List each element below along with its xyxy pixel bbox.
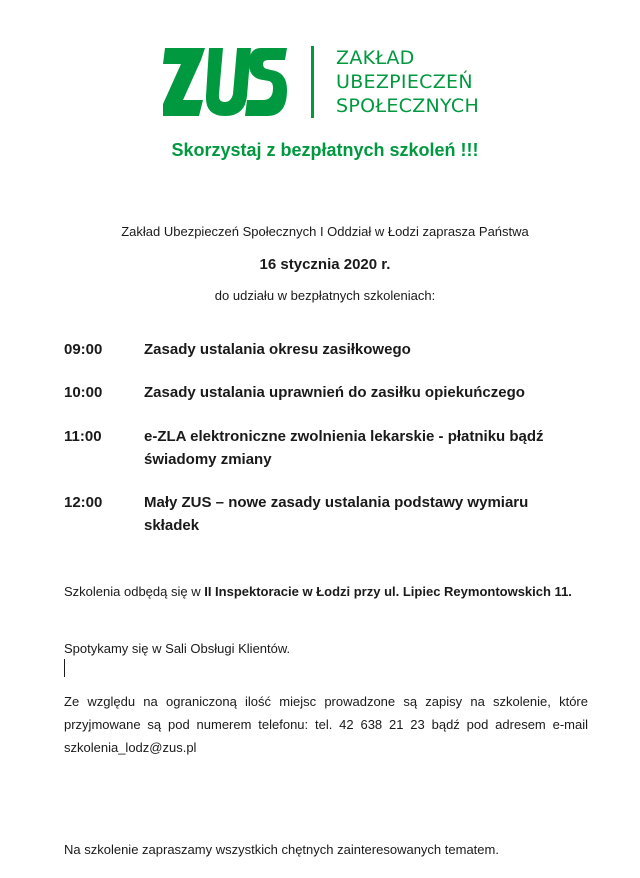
- schedule-time: 11:00: [64, 428, 102, 445]
- schedule-title: e-ZLA elektroniczne zwolnienia lekarskie - płatniku bądź świadomy zmiany: [144, 428, 544, 468]
- zus-logo-mark: [163, 42, 287, 122]
- schedule-time: 09:00: [64, 341, 103, 358]
- logo-name-line: UBEZPIECZEŃ: [336, 71, 473, 93]
- intro-text-continued: do udziału w bezpłatnych szkoleniach:: [214, 288, 436, 303]
- logo-institution-name: [336, 46, 479, 118]
- logo-divider: [311, 46, 314, 118]
- schedule-title: Mały ZUS – nowe zasady ustalania podstawy wymiaru składek: [144, 494, 529, 534]
- event-date: 16 stycznia 2020 r.: [259, 256, 391, 273]
- schedule-title: Zasady ustalania okresu zasiłkowego: [144, 341, 411, 358]
- registration-paragraph: Ze względu na ograniczoną ilość miejsc prowadzone są zapisy na szkolenie, które przyjmowane są pod numerem telefonu: tel. 42 638 21 23 bądź pod adresem e-mail szkolenia_lodz@zus.pl: [64, 694, 588, 755]
- logo-name-line: ZAKŁAD: [336, 47, 415, 69]
- meeting-paragraph: Spotykamy się w Sali Obsługi Klientów.: [64, 641, 291, 656]
- intro-text: Zakład Ubezpieczeń Społecznych I Oddział w Łodzi zaprasza Państwa: [121, 224, 529, 239]
- headline: Skorzystaj z bezpłatnych szkoleń !!!: [171, 140, 479, 160]
- location-address: II Inspektoracie w Łodzi przy ul. Lipiec Reymontowskich 11.: [204, 584, 572, 599]
- text-cursor: [64, 659, 65, 677]
- schedule-time: 12:00: [64, 494, 103, 511]
- zus-logo: [163, 42, 503, 124]
- logo-name-line: SPOŁECZNYCH: [336, 95, 480, 117]
- schedule-title: Zasady ustalania uprawnień do zasiłku opiekuńczego: [144, 384, 525, 401]
- schedule-time: 10:00: [64, 384, 103, 401]
- location-paragraph: [64, 580, 588, 603]
- closing-paragraph: Na szkolenie zapraszamy wszystkich chętnych zainteresowanych tematem.: [64, 842, 499, 857]
- location-prefix: Szkolenia odbędą się w: [64, 584, 205, 599]
